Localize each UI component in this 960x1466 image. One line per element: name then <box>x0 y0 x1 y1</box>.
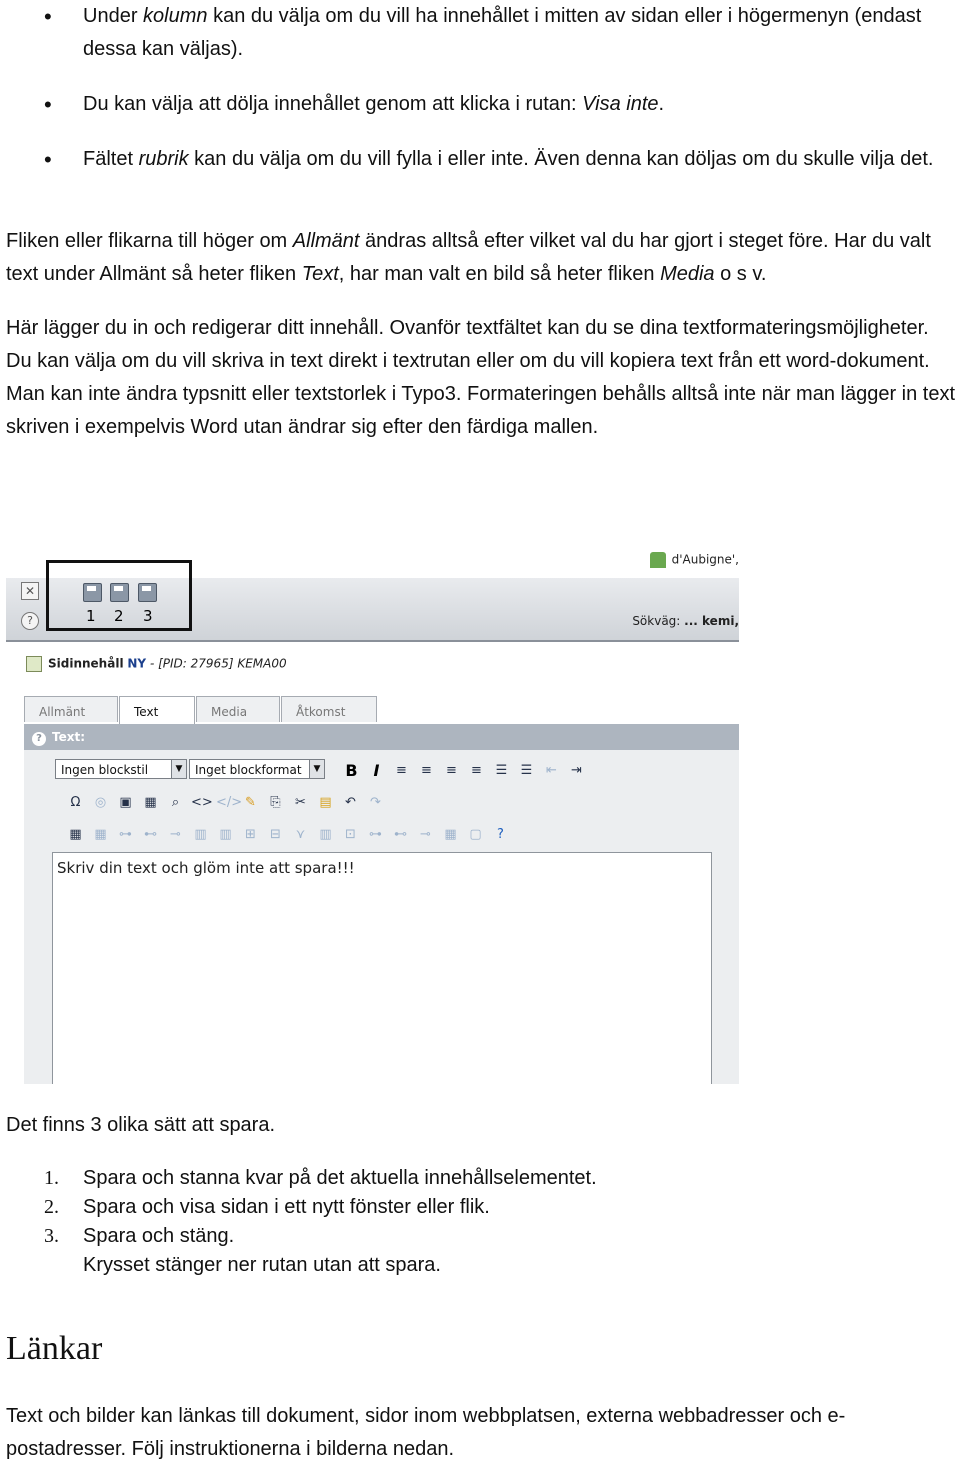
list-note: Krysset stänger ner rutan utan att spara. <box>83 1254 441 1276</box>
editor-screenshot <box>6 548 739 1084</box>
table-props-icon[interactable]: ▦ <box>94 826 107 842</box>
column-delete-icon[interactable]: ▥ <box>219 826 232 842</box>
table-insert-icon[interactable]: ▦ <box>69 826 82 842</box>
image-icon[interactable]: ▣ <box>119 794 132 810</box>
user-icon <box>650 552 666 568</box>
copy-icon[interactable]: ⎘ <box>270 794 281 810</box>
chevron-down-icon: ▼ <box>309 760 324 778</box>
cell-merge-icon[interactable]: ⊞ <box>245 826 256 842</box>
table-merge-icon[interactable]: ⊷ <box>394 826 407 842</box>
chevron-down-icon: ▼ <box>171 760 186 778</box>
save-buttons-highlight <box>46 560 192 631</box>
indent-icon[interactable]: ⇥ <box>571 762 582 778</box>
save-close-icon[interactable] <box>138 583 157 602</box>
cell-insert-icon[interactable]: ▥ <box>319 826 332 842</box>
help-circle-icon[interactable]: ? <box>497 826 504 842</box>
toolbar-row-2 <box>66 793 385 811</box>
toolbar-row-3 <box>66 825 510 843</box>
code-icon[interactable]: <> <box>191 794 213 810</box>
align-left-icon[interactable]: ≡ <box>396 762 407 778</box>
bold-icon[interactable]: B <box>345 760 358 780</box>
text-editor[interactable] <box>52 852 712 1084</box>
row-delete-icon[interactable]: ⊷ <box>144 826 157 842</box>
save-number-3: 3 <box>143 607 153 625</box>
path-label: Sökväg: ... kemi, <box>632 614 739 628</box>
bullet-item: • Fältet rubrik kan du välja om du vill fylla i eller inte. Även denna kan döljas om du skulle vilja det. <box>0 143 960 176</box>
user-label: d'Aubigne', <box>650 552 739 568</box>
outdent-icon[interactable]: ⇤ <box>546 762 557 778</box>
editor-content: Skriv din text och glöm inte att spara!!! <box>57 859 355 877</box>
save-intro: Det finns 3 olika sätt att spara. <box>6 1114 276 1136</box>
tab-atkomst[interactable]: Åtkomst <box>281 696 377 722</box>
align-justify-icon[interactable]: ≡ <box>471 762 482 778</box>
tab-text[interactable]: Text <box>119 696 195 724</box>
table-grid-icon[interactable]: ▦ <box>444 826 457 842</box>
row-split-icon[interactable]: ⊸ <box>170 826 181 842</box>
toolbar-row-1 <box>342 761 586 779</box>
paragraph-tabs: Fliken eller flikarna till höger om Allmänt ändras alltså efter vilket val du har gjort i steget före. Har du valt text under Allmänt så heter fliken Text, har man valt en bild så heter fliken Media o s v. <box>6 230 931 285</box>
help-icon[interactable]: ? <box>21 612 39 630</box>
cut-icon[interactable]: ✂ <box>295 794 306 810</box>
save-view-icon[interactable] <box>110 583 129 602</box>
help-icon[interactable]: ? <box>32 732 46 746</box>
cell-split-icon[interactable]: ⊟ <box>270 826 281 842</box>
unordered-list-icon[interactable]: ☰ <box>520 762 533 778</box>
save-number-2: 2 <box>114 607 124 625</box>
list-item: 2. Spara och visa sidan i ett nytt fönster eller flik. <box>44 1196 490 1218</box>
paragraph-links: Text och bilder kan länkas till dokument, sidor inom webbplatsen, externa webbadresser och e-postadresser. Följ instruktionerna i bilderna nedan. <box>6 1405 846 1460</box>
bullet-list <box>0 0 960 198</box>
row-insert-icon[interactable]: ⊶ <box>119 826 132 842</box>
redo-icon[interactable]: ↷ <box>370 794 381 810</box>
paste-icon[interactable]: ▤ <box>319 794 332 810</box>
close-icon[interactable]: ✕ <box>21 582 39 600</box>
blockstyle-select[interactable]: Ingen blockstil ▼ <box>55 759 187 779</box>
list-item: 1. Spara och stanna kvar på det aktuella innehållselementet. <box>44 1167 597 1189</box>
tab-allmant[interactable]: Allmänt <box>24 696 118 722</box>
link-icon[interactable]: ◎ <box>94 794 107 810</box>
save-options-list <box>0 1164 960 1280</box>
document-icon <box>26 656 42 672</box>
align-right-icon[interactable]: ≡ <box>446 762 457 778</box>
column-insert-icon[interactable]: ▥ <box>194 826 207 842</box>
section-heading: Länkar <box>6 1330 103 1367</box>
table-split-icon[interactable]: ⊶ <box>369 826 382 842</box>
table-frame-icon[interactable]: ▢ <box>469 826 482 842</box>
list-item: 3. Spara och stäng. <box>44 1225 235 1247</box>
blockformat-select[interactable]: Inget blockformat ▼ <box>189 759 325 779</box>
table-icon[interactable]: ▦ <box>144 794 157 810</box>
section-header: ? Text: <box>24 724 739 750</box>
save-icon[interactable] <box>83 583 102 602</box>
tab-media[interactable]: Media <box>196 696 280 722</box>
cell-delete-icon[interactable]: ⊡ <box>345 826 356 842</box>
bullet-item: • Under kolumn kan du välja om du vill ha innehållet i mitten av sidan eller i högermenyn (endast dessa kan väljas). <box>0 0 960 66</box>
bullet-item: • Du kan välja att dölja innehållet genom att klicka i rutan: Visa inte. <box>0 88 960 121</box>
paragraph-editor: Här lägger du in och redigerar ditt innehåll. Ovanför textfältet kan du se dina textformateringsmöjligheter. Du kan välja om du vill skriva in text direkt i textrutan eller om du vill kopiera text från ett word-dokument. Man kan inte ändra typsnitt eller textstorlek i Typo3. Formateringen behålls alltså inte när man lägger in text skriven i exempelvis Word utan ändrar sig efter den färdiga mallen. <box>6 317 956 438</box>
content-title: Sidinnehåll NY - [PID: 27965] KEMA00 <box>26 656 287 672</box>
find-icon[interactable]: ⌕ <box>171 794 180 810</box>
undo-icon[interactable]: ↶ <box>345 794 356 810</box>
table-row-icon[interactable]: ⊸ <box>420 826 431 842</box>
italic-icon[interactable]: I <box>373 760 380 780</box>
special-char-icon[interactable]: Ω <box>70 794 81 810</box>
ordered-list-icon[interactable]: ☰ <box>495 762 508 778</box>
cleanup-icon[interactable]: ✎ <box>245 794 256 810</box>
save-number-1: 1 <box>86 607 96 625</box>
cell-props-icon[interactable]: ⋎ <box>295 826 306 842</box>
code-alt-icon[interactable]: </> <box>216 794 243 810</box>
align-center-icon[interactable]: ≡ <box>421 762 432 778</box>
